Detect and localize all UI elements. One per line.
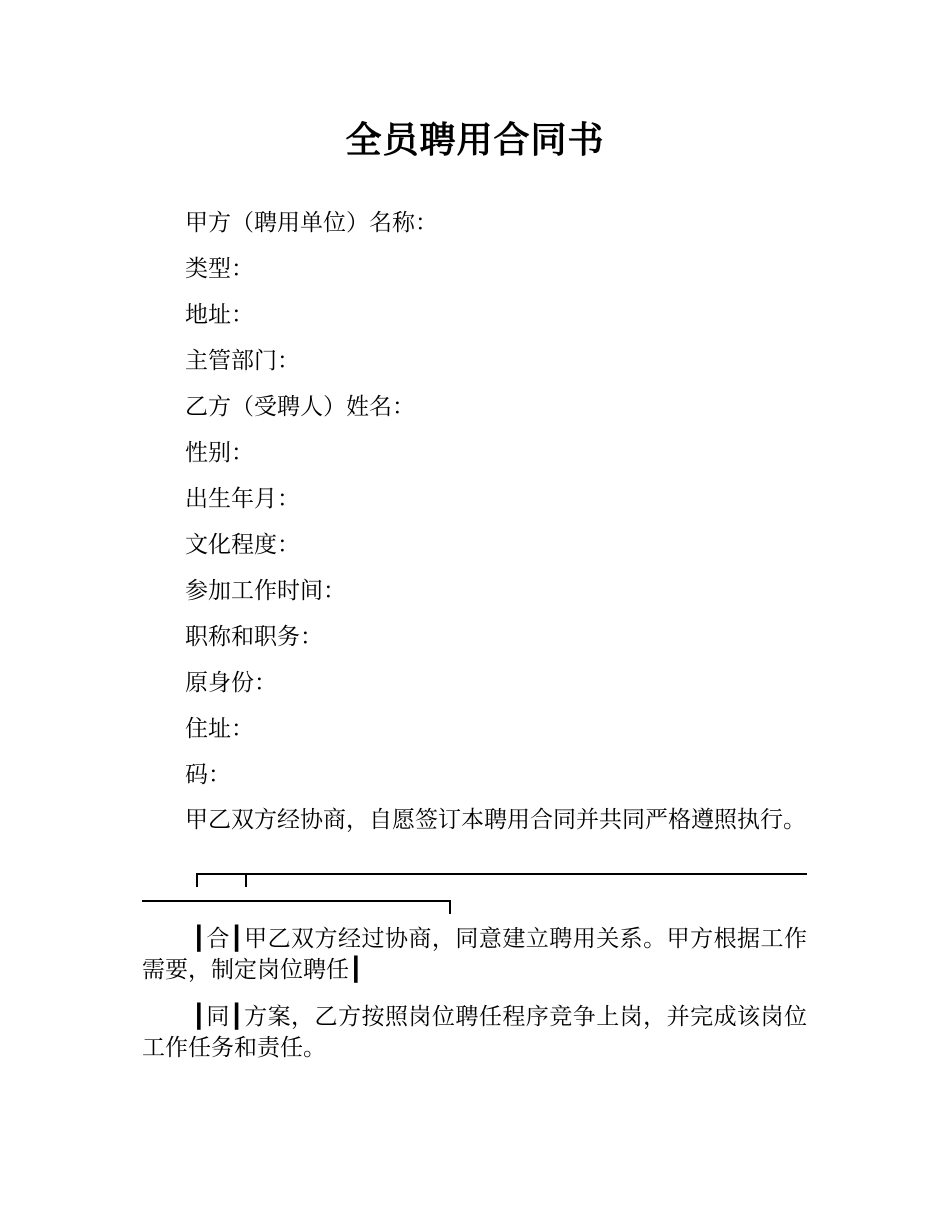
table-top-border: [142, 854, 807, 924]
field-address: 地址：: [185, 302, 254, 328]
table-corner-right: [449, 900, 451, 914]
document-body: [142, 200, 807, 1080]
table-second-line: [142, 900, 451, 902]
table-row-2: ┃同┃方案，乙方按照岗位聘任程序竞争上岗，并完成该岗位工作任务和责任。: [142, 1004, 807, 1061]
field-supervising-dept: 主管部门：: [185, 348, 300, 374]
field-party-b-name: 乙方（受聘人）姓名：: [185, 394, 415, 420]
table-corner-left: [196, 873, 198, 887]
table-column-divider: [245, 873, 247, 887]
field-code: 码：: [185, 762, 231, 788]
field-original-status: 原身份：: [185, 670, 277, 696]
field-gender: 性别：: [185, 440, 254, 466]
field-education: 文化程度：: [185, 532, 300, 558]
document-title: 全员聘用合同书: [345, 120, 605, 161]
field-work-start: 参加工作时间：: [185, 578, 346, 604]
table-top-line: [196, 873, 807, 875]
field-birth-date: 出生年月：: [185, 486, 300, 512]
field-title-position: 职称和职务：: [185, 624, 323, 650]
field-residence: 住址：: [185, 716, 254, 742]
field-party-a-name: 甲方（聘用单位）名称：: [185, 210, 438, 236]
field-type: 类型：: [185, 256, 254, 282]
table-row-1: ┃合┃甲乙双方经过协商，同意建立聘用关系。甲方根据工作需要，制定岗位聘任┃: [142, 926, 807, 983]
agreement-paragraph: 甲乙双方经协商，自愿签订本聘用合同并共同严格遵照执行。: [185, 807, 806, 833]
